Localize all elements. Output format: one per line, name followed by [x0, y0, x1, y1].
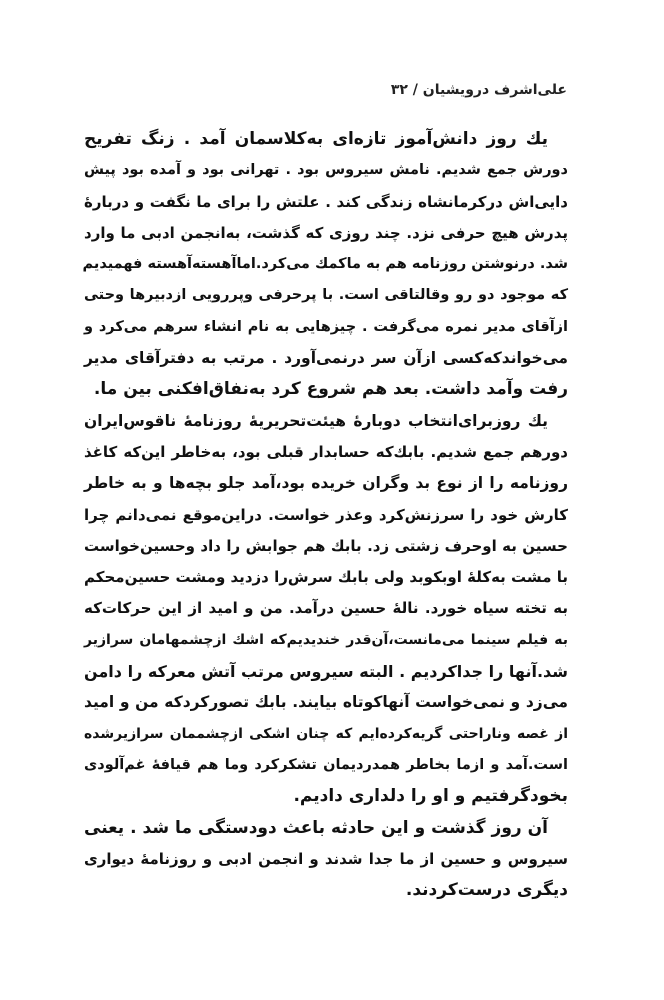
text-line: پدرش هیچ حرفی نزد. چند روزی که گذشت، به‌انجمن ادبی ما وارد: [84, 223, 568, 242]
text-line: از غصه وناراحتی گریه‌کرده‌ایم که چنان اشکی ازچشممان سرازیرشده: [84, 725, 568, 742]
text-line: با مشت به‌کلهٔ اوبکوبد ولی بابك سرش‌را دزدید ومشت حسین‌محکم: [84, 568, 568, 587]
text-line: که موجود دو رو وقالتاقی است. با پرحرفی وپررویی ازدبیرها وحتی: [84, 287, 568, 304]
text-line: ازآقای مدیر نمره می‌گرفت . چیزهایی به نام انشاء سرهم می‌کرد و: [84, 318, 568, 335]
text-line: آن روز گذشت و این حادثه باعث دودستگی ما شد . یعنی: [84, 817, 548, 838]
text-line: است.آمد و ازما بخاطر همدردیمان تشکرکرد وما هم قیافهٔ غم‌آلودی: [84, 756, 568, 773]
running-header: علی‌اشرف درویشیان / ۳۲: [390, 82, 567, 98]
text-line: دیگری درست‌کردند.: [405, 880, 568, 901]
text-line: سیروس و حسین از ما جدا شدند و انجمن ادبی و روزنامهٔ دیواری: [84, 849, 568, 868]
text-line: دورهم جمع شدیم. بابك‌که حسابدار قبلی بود، به‌خاطر این‌که کاغذ: [84, 442, 568, 461]
text-line: شد. درنوشتن روزنامه هم به ماکمك می‌کرد.اماآهسته‌آهسته فهمیدیم: [82, 256, 568, 273]
text-line: شد.آنها را جداکردیم . البته سیروس مرتب آتش معرکه را دامن: [84, 662, 568, 682]
text-line: یك روزبرای‌انتخاب دوبارهٔ هیئت‌تحریریهٔ روزنامهٔ ناقوس‌ایران: [84, 411, 548, 430]
text-line: به فیلم سینما می‌مانست،آن‌قدر خندیدیم‌که اشك ازچشمهامان سرازیر: [84, 631, 568, 648]
text-line: می‌زد و نمی‌خواست آنهاکوتاه بیایند. بابك تصورکرد‌که من و امید: [84, 693, 568, 712]
text-line: روزنامه را از نوع بد وگران خریده بود،آمد جلو بچه‌ها و به خاطر: [84, 474, 568, 493]
text-line: می‌خواندکه‌کسی ازآن سر درنمی‌آورد . مرتب به دفترآقای مدیر: [84, 349, 568, 368]
text-line: به تخته سیاه خورد. نالهٔ حسین درآمد. من و امید از این حرکات‌که: [84, 599, 568, 618]
text-line: حسین به اوحرف زشتی زد. بابك هم جوابش را داد وحسین‌خواست: [84, 536, 568, 555]
text-line: بخودگرفتیم و او را دلداری دادیم.: [293, 786, 568, 807]
text-line: کارش خود را سرزنش‌کرد وعذر خواست. دراین‌موقع نمی‌دانم چرا: [84, 505, 568, 524]
body-text: [84, 124, 568, 906]
text-line: رفت وآمد داشت. بعد هم شروع کرد به‌نفاق‌افکنی بین ما.: [93, 379, 568, 400]
text-line: دورش جمع شدیم. نامش سیروس بود . تهرانی بود و آمده بود پیش: [84, 162, 568, 179]
text-line: دایی‌اش درکرمانشاه زندگی کند . علتش را برای ما نگفت و دربارهٔ: [84, 192, 568, 211]
text-line: یك روز دانش‌آموز تازه‌ای به‌کلاسمان آمد . زنگ تفریح: [84, 129, 548, 149]
